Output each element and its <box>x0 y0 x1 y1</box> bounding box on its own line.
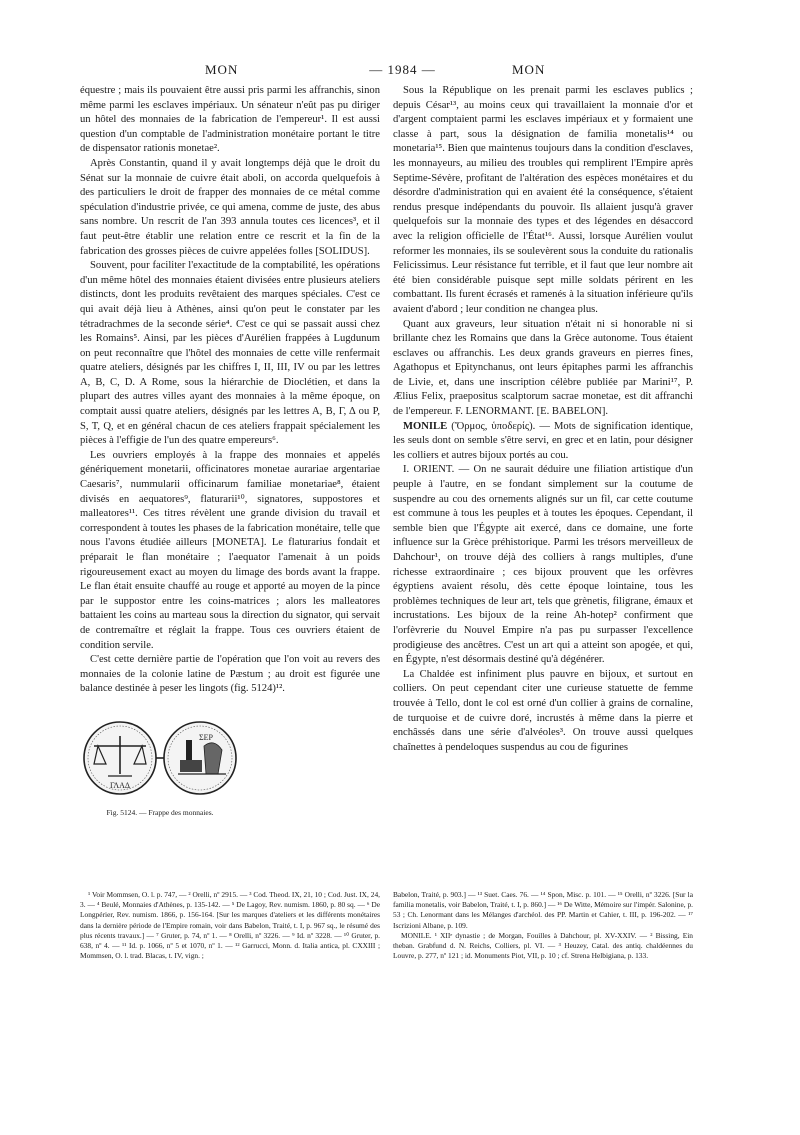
coin-left-legend: ΓΛΑΔ <box>109 781 131 790</box>
paragraph: Après Constantin, quand il y avait longtemps déjà que le droit du Sénat sur la monnaie de cuivre était aboli, on accorda quelquefois à des particuliers le droit de frapper des monnaies de ce métal comme spéculation d'industrie privée, ce qui amena, comme de juste, des abus sans nombre. Un rescrit de l'an 393 annula toutes ces licences³, et il faut peut-être établir une relation entre ce rescrit et la fin de la fabrication des grosses pièces de cuivre appelées folles [SOLIDUS]. <box>80 157 380 257</box>
entry-headword: MONILE <box>403 420 448 432</box>
paragraph: Sous la République on les prenait parmi les esclaves publics ; depuis César¹³, au moins ceux qui travaillaient la monnaie d'or et d'argent comptaient parmi les esclaves impériaux et y formaient une classe à part, sous la désignation de familia monetalis¹⁴ ou monetaria¹⁵. Bien que maintenus toujours dans la condition d'esclaves, les monnayeurs, au milieu des troubles qui remplirent l'Empire après Septime-Sévère, profitant de l'altération des espèces monétaires et du désordre d'administration qui en avaient été la conséquence, s'étaient rendus presque indépendants du pouvoir. Ils allaient jusqu'à graver quelquefois sur la monnaie des types et des légendes en désaccord avec la religion officielle de l'État¹⁶. Aussi, lorsque Aurélien voulut reformer les monnaies, ils se soulevèrent sous la conduite du rationalis Felicissimus. Leur résistance fut terrible, et il faut que leur nombre ait été bien considérable puisque sept mille soldats périrent en les combattant. Ils furent écrasés et ramenés à la situation inférieure qu'ils avaient d'abord ; leur condition ne changea plus. <box>393 85 693 315</box>
footnote-block: Babelon, Traité, p. 903.] — ¹³ Suet. Caes. 76. — ¹⁴ Spon, Misc. p. 101. — ¹⁵ Orelli, nº 3226. [Sur la familia monetalis, voir Babelon, Traité, t. I, p. 860.] — ¹⁶ De Witte, Mémoire sur l'impér. Salonine, p. 53 ; Ch. Lenormant dans les Mélanges d'archéol. des PP. Martin et Cahier, t. III, p. 196-202. — ¹⁷ Iscrizioni Albane, p. 109. <box>393 890 693 930</box>
author-signature: F. LENORMANT. [E. BABELON]. <box>455 406 609 418</box>
footnotes-left <box>80 890 380 1010</box>
header-right: MON <box>512 62 546 77</box>
paragraph: La Chaldée est infiniment plus pauvre en bijoux, et surtout en colliers. On peut cependant citer une curieuse statuette de femme trouvée à Tello, dont le col est orné d'un collier à grains de cornaline, de turquoise et de cuivre doré, incrustés à même dans la pierre et enchâssés dans une série d'alvéoles³. On trouve aussi quelques chaînettes à pendeloques suspendus au cou de figurines <box>393 668 693 753</box>
paragraph-text: Quant aux graveurs, leur situation n'était ni si honorable ni si brillante chez les Romains que dans la Grèce autonome. Tous étaient esclaves ou affranchis. Les deux grands graveurs en pierres fines, Agathopus et Epitynchanus, ont leurs épitaphes parmi les affranchis de Livie, et, dans une inscription célèbre publiée par Marini¹⁷, P. Ælius Felix, praepositus scalptorum sacrae monetae, est dit affranchi de l'empereur. <box>393 318 693 418</box>
right-column <box>393 84 693 879</box>
footnotes-right <box>393 890 693 1010</box>
paragraph: I. ORIENT. — On ne saurait déduire une filiation artistique d'un peuple à l'autre, en se fondant simplement sur la coutume de suspendre au cou des ornements alignés sur un fil, car cette coutume est commune à tous les peuples et à toutes les époques. Cependant, il semble bien que l'Égypte ait exercé, dans ce domaine, une forte influence sur la Grèce préhistorique. Parmi les trésors merveilleux de Dahchour¹, on trouve déjà des colliers à rangs multiples, d'une richesse extraordinaire ; ces bijoux prouvent que les orfèvres égyptiens avaient résolu, dès cette époque lointaine, tous les problèmes techniques de leur art, tels que grènetis, filigrane, émaux et incrustations. Les bijoux de la reine Ah-hotep² confirment que l'orfèvrerie du Nouvel Empire n'a pas pu surpasser l'excellence prodigieuse des ancêtres. C'est un art qui a atteint son apogée, et qui, en Égypte, n'est désormais destiné qu'à dégénérer. <box>393 464 693 666</box>
figure-caption: Fig. 5124. — Frappe des monnaies. <box>106 808 214 817</box>
paragraph: C'est cette dernière partie de l'opération que l'on voit au revers des monnaies de la colonie latine de Pæstum ; au droit est figurée une balance destinée à peser les lingots (fig. 5124)¹². <box>80 654 380 695</box>
paragraph: équestre ; mais ils pouvaient être aussi pris parmi les affranchis, sinon même parmi les esclaves impériaux. Un sénateur n'eût pas pu diriger un hôtel des monnaies de la fabrication de l'empereur¹. Il est aussi question d'un comptable de l'administration monétaire portant le titre de dispensator rationis monetae². <box>80 85 380 155</box>
page-number: — 1984 — <box>369 62 436 77</box>
figure-5124-illustration <box>80 716 240 836</box>
coin-right-legend: ΣΕΡ <box>199 733 213 742</box>
coins-illustration <box>80 716 240 800</box>
footnote-block: ¹ Voir Mommsen, O. l. p. 747, — ² Orelli, nº 2915. — ³ Cod. Theod. IX, 21, 10 ; Cod. Just. IX, 24, 3. — ⁴ Beulé, Monnaies d'Athènes, p. 135-142. — ⁵ De Lagoy, Rev. numism. 1860, p. 80 sq. — ⁶ De Longpérier, Rev. numism. 1866, p. 156-164. [Sur les marques d'ateliers et les différents monétaires dans la dernière période de l'Empire romain, voir dans Babelon, Traité, t. I, p. 967 sq., le résumé des plus récents travaux.] — ⁷ Gruter, p. 74, nº 1. — ⁸ Orelli, nº 3226. — ⁹ Id. nº 3228. — ¹⁰ Gruter, p. 638, nº 4. — ¹¹ Id. p. 1066, nº 5 et 1070, nº 1. — ¹² Garrucci, Monn. d. Italia antica, pl. CXXIII ; Mommsen, O. l. trad. Blacas, t. IV, vign. ; <box>80 890 380 961</box>
paragraph: Souvent, pour faciliter l'exactitude de la comptabilité, les opérations d'un même hôtel des monnaies étaient divisées entre plusieurs ateliers distincts, dont les produits revêtaient des marques spéciales. C'est ce qui avait déjà lieu à Athènes, ainsi qu'on peut le constater par les tétradrachmes de la seconde série⁴. C'est ce qui se passait aussi chez les Romains⁵. Ainsi, par les pièces d'Aurélien frappées à Lugdunum on peut reconnaître que l'hôtel des monnaies de cette ville renfermait quatre ateliers, désignés par les chiffres I, II, III, IV ou par les lettres A, B, C, D. A Rome, sous la hiérarchie de Dioclétien, et dans la plupart des autres villes ayant des monnaies à la même époque, on comptait aussi quatre ateliers, désignés par les lettres A, B, Γ, Δ ou P, S, T, Q, et en général chacun de ces ateliers frappait spécialement les pièces à l'effigie de l'un des quatre empereurs⁶. <box>80 260 380 447</box>
paragraph <box>393 318 693 420</box>
header-left: MON <box>205 62 239 77</box>
paragraph-text: (Ὅρμος, ὑποδερίς). — Mots de signification identique, les seuls dont on semble s'être servi, en grec et en latin, pour désigner les colliers et autres bijoux portés au cou. <box>393 420 693 461</box>
paragraph <box>393 420 693 464</box>
footnote-block: MONILE. ¹ XIIᵉ dynastie ; de Morgan, Fouilles à Dahchour, pl. XV-XXIV. — ² Bissing, Ein theban. Grabfund d. N. Reichs, Colliers, pl. VI. — ³ Heuzey, Catal. des antiq. chaldéennes du Louvre, p. 277, nº 121 ; id. Monuments Piot, VII, p. 10 ; cf. Strena Helbigiana, p. 133. <box>393 930 693 961</box>
paragraph: Les ouvriers employés à la frappe des monnaies et appelés génériquement monetarii, officinatores monetae aurariae argentariae Caesaris⁷, nummularii officinarum familiae monetariae⁸, étaient divisés en aequatores⁹, flaturarii¹⁰, signatores, suppostores et malleatores¹¹. Ces titres révèlent une grande division du travail et correspondent à toutes les phases de la fabrication monétaire, telle que nous l'avons étudiée ailleurs [MONETA]. Le flaturarius fondait et préparait le flan monétaire ; l'aequator l'amenait à un poids rigoureusement exact au moyen du limage des bords avant la frappe. Le flan était ensuite chauffé au rouge et apporté au moyen de la pince par le suppostor entre les coins-matrices ; alors les malleatores battaient les coins au marteau sous la direction du signator, qui servait de contremaître et réglait la frappe. Tous ces ouvriers étaient de condition servile. <box>80 449 380 651</box>
page-header <box>80 62 725 80</box>
